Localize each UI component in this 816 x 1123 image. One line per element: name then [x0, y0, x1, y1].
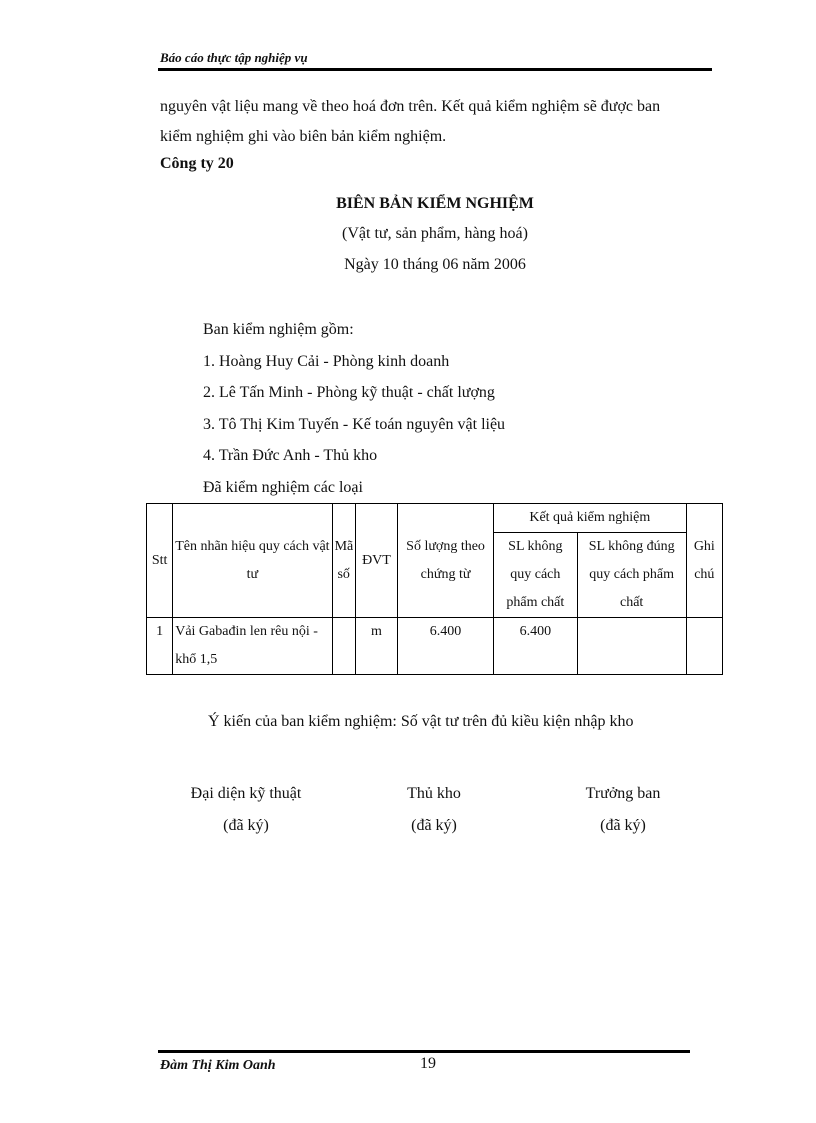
cell-note — [686, 618, 722, 675]
signature-status: (đã ký) — [223, 817, 269, 834]
cell-sl-khong-quy-cach: 6.400 — [493, 618, 577, 675]
page-number: 19 — [420, 1055, 436, 1072]
signature-technical — [161, 778, 331, 842]
document-subtitle: (Vật tư, sản phẩm, hàng hoá) — [342, 225, 528, 242]
header-result-group: Kết quả kiểm nghiệm — [493, 504, 686, 533]
header-sl-khong-dung: SL không đúng quy cách phẩm chất — [577, 533, 686, 618]
header-code: Mã số — [332, 504, 355, 618]
header-name: Tên nhãn hiệu quy cách vật tư — [173, 504, 332, 618]
footer-rule — [158, 1050, 690, 1053]
document-title: BIÊN BẢN KIỂM NGHIỆM — [336, 195, 534, 212]
committee-opinion: Ý kiến của ban kiểm nghiệm: Số vật tư trên đủ kiều kiện nhập kho — [208, 713, 634, 730]
header-unit: ĐVT — [355, 504, 397, 618]
cell-stt: 1 — [147, 618, 173, 675]
cell-code — [332, 618, 355, 675]
signature-storekeeper — [349, 778, 519, 842]
header-sl-khong-quy-cach: SL không quy cách phẩm chất — [493, 533, 577, 618]
signature-role: Đại diện kỹ thuật — [190, 785, 302, 802]
signature-status: (đã ký) — [600, 817, 646, 834]
signature-chair — [538, 778, 708, 842]
cell-unit: m — [355, 618, 397, 675]
table-row — [147, 618, 723, 675]
intro-paragraph — [160, 92, 720, 152]
cell-qty-doc: 6.400 — [398, 618, 494, 675]
committee-member: 4. Trần Đức Anh - Thủ kho — [203, 447, 378, 464]
committee-member: 1. Hoàng Huy Cải - Phòng kinh doanh — [203, 352, 450, 370]
committee-list — [203, 314, 505, 503]
committee-heading: Ban kiểm nghiệm gồm: — [203, 321, 354, 338]
running-header-title: Báo cáo thực tập nghiệp vụ — [160, 50, 308, 65]
header-note: Ghi chú — [686, 504, 722, 618]
signature-role: Trưởng ban — [585, 785, 661, 802]
committee-member: 3. Tô Thị Kim Tuyến - Kế toán nguyên vật liệu — [203, 415, 506, 433]
table-header-row — [147, 504, 723, 533]
committee-member: 2. Lê Tấn Minh - Phòng kỹ thuật - chất lượng — [203, 384, 495, 401]
header-qty-doc: Số lượng theo chứng từ — [398, 504, 494, 618]
cell-sl-khong-dung — [577, 618, 686, 675]
header-rule — [158, 68, 712, 71]
header-stt: Stt — [147, 504, 173, 618]
company-name: Công ty 20 — [160, 155, 234, 172]
inspection-table — [146, 503, 723, 675]
intro-line-1: nguyên vật liệu mang về theo hoá đơn trên. Kết quả kiểm nghiệm sẽ được ban — [160, 98, 661, 115]
cell-name: Vải Gabađin len rêu nội - khổ 1,5 — [173, 618, 332, 675]
committee-closing: Đã kiểm nghiệm các loại — [203, 478, 363, 496]
signature-role: Thủ kho — [407, 785, 461, 802]
intro-line-2: kiểm nghiệm ghi vào biên bản kiểm nghiệm. — [160, 128, 447, 145]
document-heading — [230, 190, 640, 280]
footer-author: Đàm Thị Kim Oanh — [160, 1058, 276, 1073]
signature-status: (đã ký) — [411, 817, 457, 834]
document-date: Ngày 10 tháng 06 năm 2006 — [344, 256, 526, 273]
